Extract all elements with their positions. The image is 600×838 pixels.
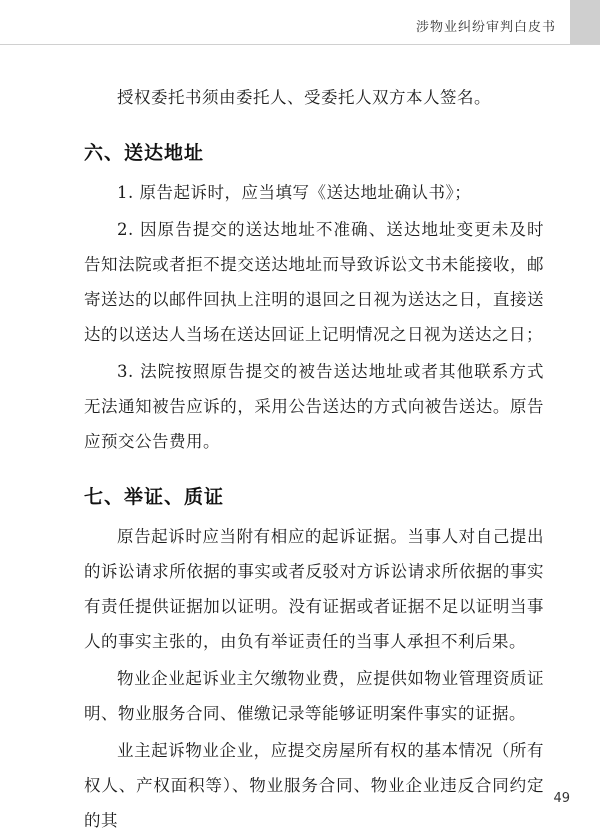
running-header-title: 涉物业纠纷审判白皮书 [415,20,556,35]
page-content [84,80,544,838]
paragraph: 1. 原告起诉时，应当填写《送达地址确认书》； [117,183,472,202]
paragraph: 原告起诉时应当附有相应的起诉证据。当事人对自己提出的诉讼请求所依据的事实或者反驳对方诉讼请求所依据的事实有责任提供证据加以证明。没有证据或者证据不足以证明当事人的事实主张的，由负有举证责任的当事人承担不利后果。 [84,527,544,651]
section-heading-delivery-address: 六、送达地址 [84,142,205,164]
paragraph: 业主起诉物业企业，应提交房屋所有权的基本情况（所有权人、产权面积等）、物业服务合同、物业企业违反合同约定的其 [84,741,544,830]
paragraph: 物业企业起诉业主欠缴物业费，应提供如物业管理资质证明、物业服务合同、催缴记录等能够证明案件事实的证据。 [84,669,544,723]
paragraph: 2. 因原告提交的送达地址不准确、送达地址变更未及时告知法院或者拒不提交送达地址而导致诉讼文书未能接收，邮寄送达的以邮件回执上注明的退回之日视为送达之日，直接送达的以送达人当场在送达回证上记明情况之日视为送达之日； [84,220,544,344]
paragraph: 3. 法院按照原告提交的被告送达地址或者其他联系方式无法通知被告应诉的，采用公告送达的方式向被告送达。原告应预交公告费用。 [84,362,544,451]
intro-paragraph: 授权委托书须由委托人、受委托人双方本人签名。 [117,88,491,107]
page-number: 49 [553,791,570,806]
page-header [0,0,600,45]
section-heading-evidence: 七、举证、质证 [84,486,225,508]
header-tab-marker [570,0,600,44]
